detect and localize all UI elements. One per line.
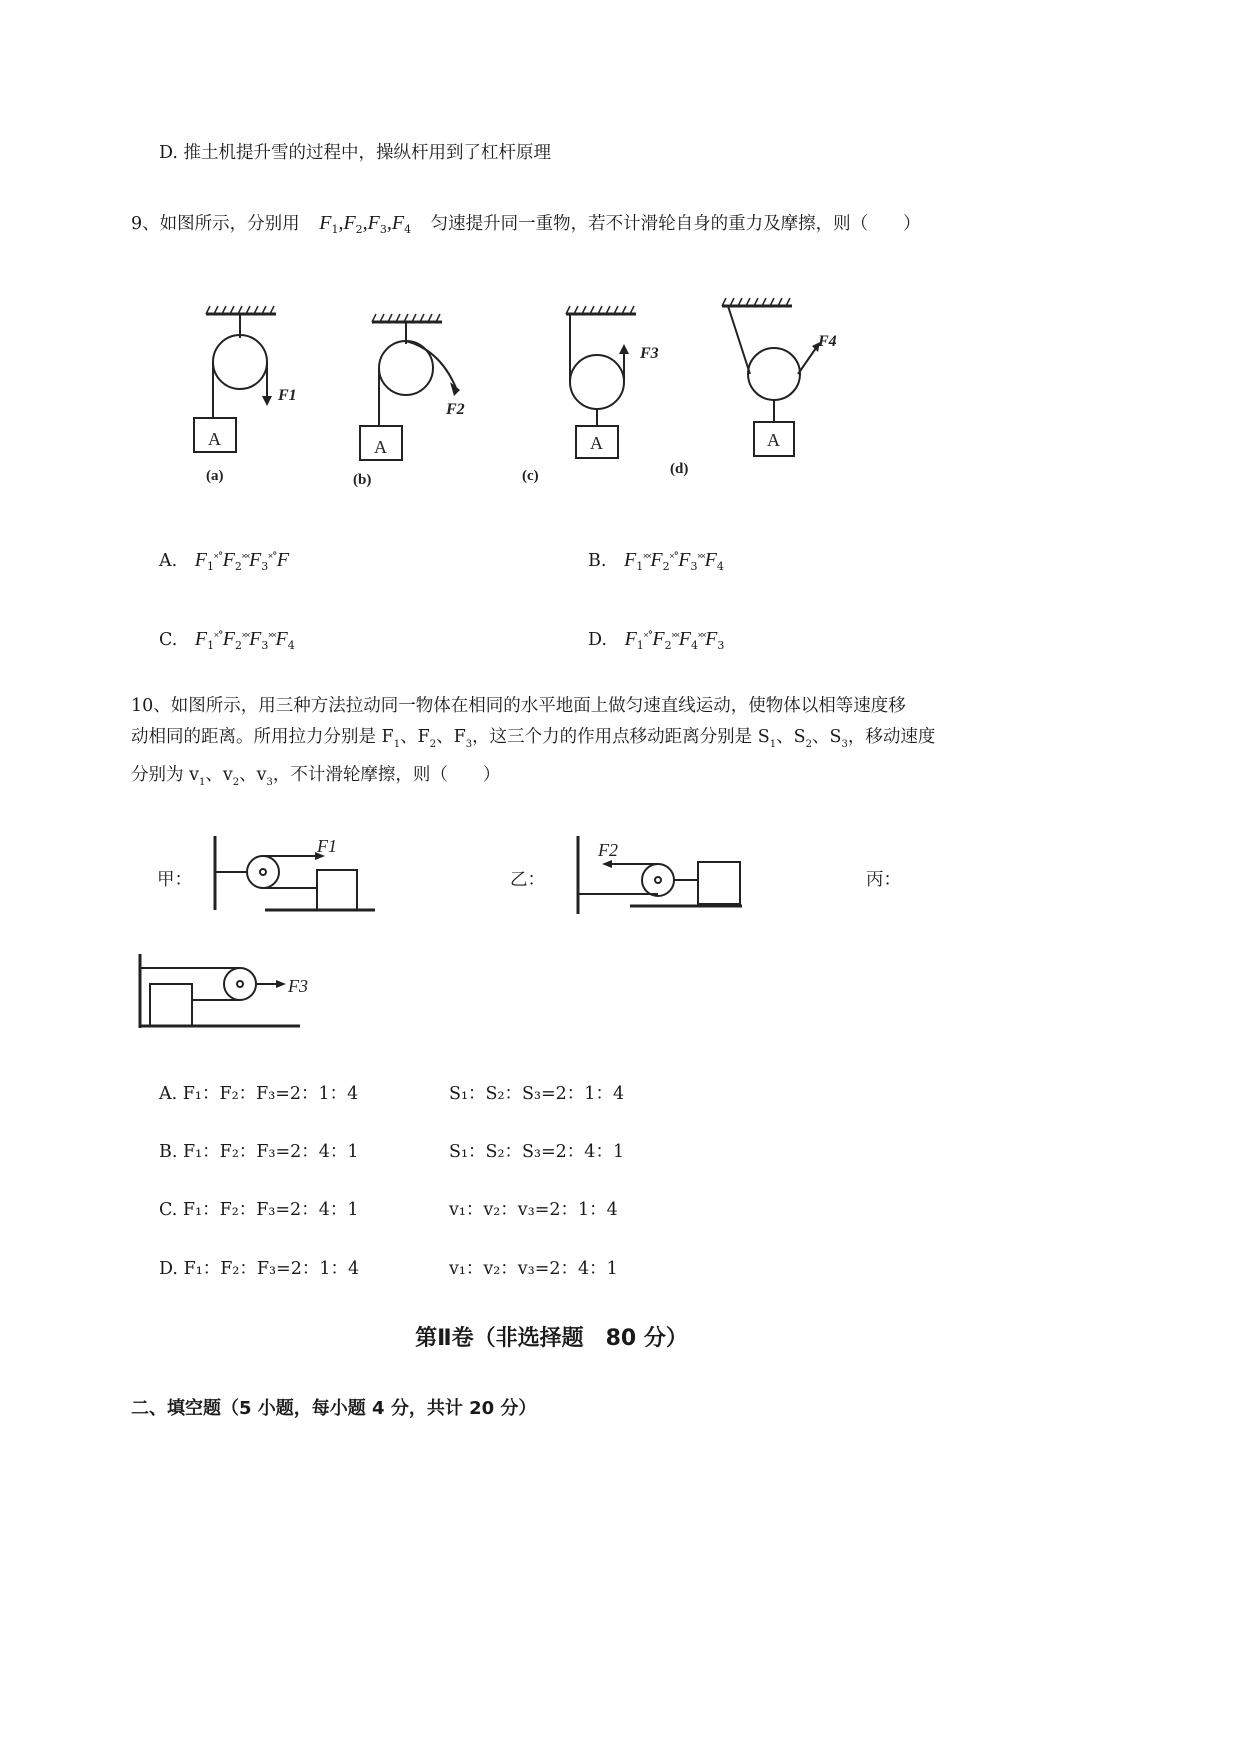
figure-c-block: A [590,433,603,453]
q10-option-c-right: v₁：v₂：v₃=2：1：4 [449,1200,618,1220]
q9-force-f4: F [391,212,405,234]
q10-option-c: C. F₁：F₂：F₃=2：4：1 [159,1200,359,1220]
q10-option-d-right: v₁：v₂：v₃=2：4：1 [449,1259,618,1279]
section-2-title: 第Ⅱ卷（非选择题 80 分） [415,1326,688,1351]
q9-force-f1-sub: 1 [331,223,339,236]
q9-suffix: 匀速提升同一重物，若不计滑轮自身的重力及摩擦，则（ ） [430,214,921,234]
q9-force-f1: F [319,212,332,234]
figure-a-block: A [208,429,221,449]
figure-b-force: F2 [446,401,465,418]
q8-option-d: D. 推土机提升雪的过程中，操纵杆用到了杠杆原理 [159,143,552,163]
q9-force-f2-sub: 2 [355,223,363,236]
figure-d-block: A [767,430,780,450]
figure-a-force: F1 [278,387,297,404]
q10-option-d: D. F₁：F₂：F₃=2：1：4 [159,1259,360,1279]
figure-jia-force: F1 [317,836,337,856]
figure-b-label: (b) [353,472,372,488]
q9-option-d: D. $F_1^{˟˚}F_2^{˟˟}F_4^{˟˟}F_3$ [588,628,725,652]
q10-option-a: A. F₁：F₂：F₃=2：1：4 [159,1084,359,1104]
section-2-subtitle: 二、填空题（5 小题，每小题 4 分，共计 20 分） [131,1398,537,1419]
q9-prefix: 9、如图所示，分别用 [131,214,300,234]
q10-line-3: 分别为 $v_1$、$v_2$、$v_3$，不计滑轮摩擦，则（ ） [131,765,501,788]
figure-bing [132,950,307,1032]
q10-stem [131,691,1036,798]
figure-yi-force: F2 [598,840,618,860]
figure-a [194,306,276,452]
label-yi: 乙： [510,870,545,890]
figure-c-force: F3 [640,345,659,362]
q9-force-f3-sub: 3 [379,223,387,236]
figure-a-label: (a) [206,468,224,484]
q10-line-2: 动相同的距离。所用拉力分别是 $F_1$、$F_2$、$F_3$，这三个力的作用点移动距离分别是 $S_1$、$S_2$、$S_3$，移动速度 [131,727,936,750]
figure-b-block: A [374,437,387,457]
figure-c-label: (c) [522,468,539,484]
q9-force-f2: F [343,212,356,234]
q9-pulley-figures [150,290,837,490]
q9-option-b: B. $F_1^{˟˟}F_2^{˟˚}F_3^{˟˟}F_4$ [588,549,724,573]
q9-option-a: A. $F_1^{˟˚}F_2^{˟˟}F_3^{˟˚}F$ [159,549,290,573]
q10-option-b-right: S₁：S₂：S₃=2：4：1 [449,1142,625,1162]
figure-yi [568,832,743,917]
figure-jia [205,832,380,914]
q9-forces: $F_1,F_2,F_3,F_4$ [319,212,412,236]
q10-option-a-right: S₁：S₂：S₃=2：1：4 [449,1084,625,1104]
q9-option-c: C. $F_1^{˟˚}F_2^{˟˟}F_3^{˟˟}F_4$ [159,628,295,652]
figure-d-force: F4 [818,333,837,350]
q9-force-f3: F [367,212,380,234]
q9-stem [131,208,921,245]
figure-d-label: (d) [670,461,689,477]
q10-line-1: 10、如图所示，用三种方法拉动同一物体在相同的水平地面上做匀速直线运动，使物体以相等速度移 [131,696,906,716]
label-bing: 丙： [866,870,901,890]
label-jia: 甲： [157,870,192,890]
q9-force-f4-sub: 4 [404,223,412,236]
q10-option-b: B. F₁：F₂：F₃=2：4：1 [159,1142,359,1162]
figure-bing-force: F3 [288,976,308,996]
